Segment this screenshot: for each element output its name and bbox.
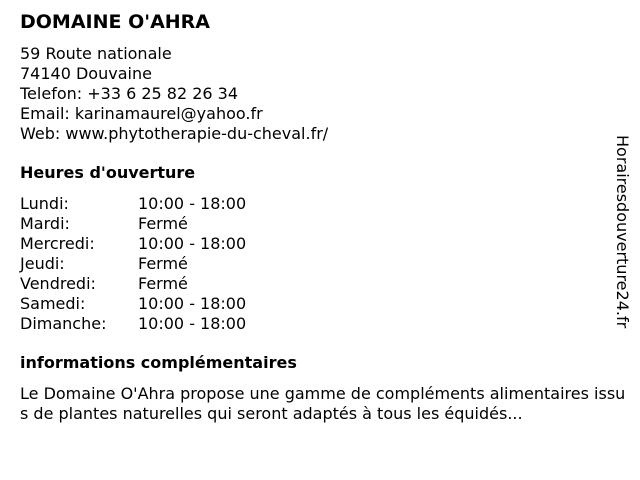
hours-day: Dimanche: [20,314,107,333]
business-name: DOMAINE O'AHRA [20,11,211,33]
hours-day: Samedi: [20,294,86,313]
hours-time: Fermé [138,214,188,233]
hours-day: Jeudi: [20,254,65,273]
hours-heading: Heures d'ouverture [20,163,196,182]
hours-time: 10:00 - 18:00 [138,234,247,253]
hours-row [20,274,246,294]
contact-block [20,44,328,144]
hours-day: Mercredi: [20,234,95,253]
hours-day: Mardi: [20,214,70,233]
hours-row [20,314,246,334]
hours-time: 10:00 - 18:00 [138,294,247,313]
email-line: Email: karinamaurel@yahoo.fr [20,104,263,123]
phone-line: Telefon: +33 6 25 82 26 34 [20,84,239,103]
address-line-2: 74140 Douvaine [20,64,152,83]
hours-row [20,254,246,274]
hours-row [20,214,246,234]
address-line-1: 59 Route nationale [20,44,172,63]
hours-time: Fermé [138,254,188,273]
hours-row [20,194,246,214]
site-watermark: Horairesdouverture24.fr [613,135,632,329]
hours-time: 10:00 - 18:00 [138,314,247,333]
hours-row [20,234,246,254]
hours-time: 10:00 - 18:00 [138,194,247,213]
hours-row [20,294,246,314]
hours-time: Fermé [138,274,188,293]
hours-day: Lundi: [20,194,69,213]
hours-table [20,194,246,334]
web-line: Web: www.phytotherapie-du-cheval.fr/ [20,124,329,143]
hours-day: Vendredi: [20,274,96,293]
info-heading: informations complémentaires [20,353,297,372]
info-description: Le Domaine O'Ahra propose une gamme de compléments alimentaires issus de plantes naturelles qui seront adaptés à tous les équidés... [20,384,626,423]
